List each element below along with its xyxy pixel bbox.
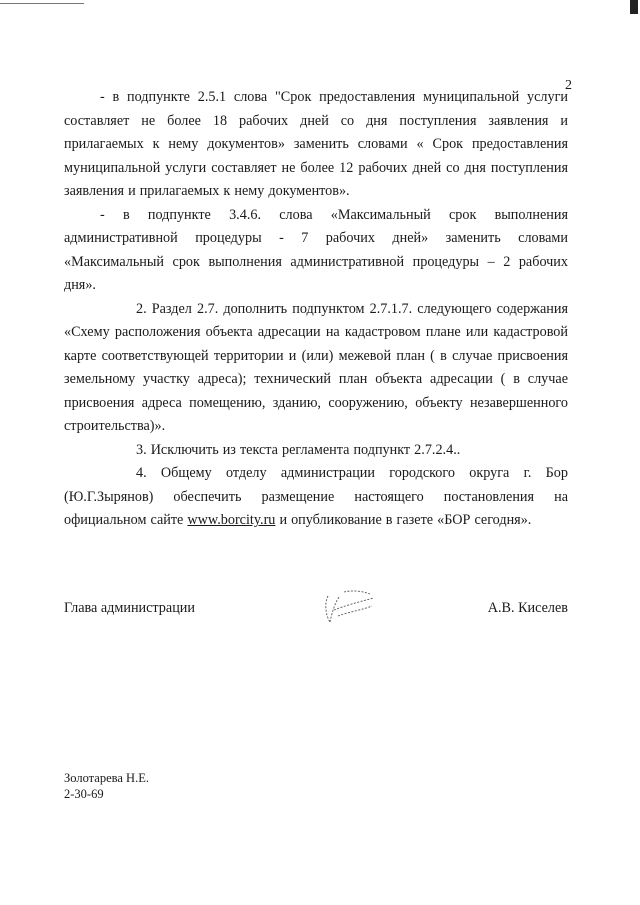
signatory-title: Глава администрации: [64, 600, 195, 616]
executor-footer: [64, 770, 149, 802]
scan-artifact-mark: [630, 0, 638, 14]
document-body: [64, 86, 568, 533]
signatory-name: А.В. Киселев: [487, 600, 568, 616]
handwritten-signature: [314, 586, 384, 626]
signature-block: [64, 598, 568, 628]
executor-name: Золотарева Н.Е.: [64, 771, 149, 785]
paragraph-item-4-text-end: и опубликование в газете «БОР сегодня».: [275, 512, 532, 528]
executor-phone: 2-30-69: [64, 787, 104, 801]
website-link[interactable]: www.borcity.ru: [187, 512, 276, 528]
paragraph-item-3: 3. Исключить из текста регламента подпункт 2.7.2.4..: [136, 441, 461, 458]
page-number: 2: [565, 78, 572, 93]
scan-artifact-line: [0, 3, 84, 4]
paragraph-item-2: 2. Раздел 2.7. дополнить подпунктом 2.7.1.7. следующего содержания «Схему расположения объекта адресации на кадастровом плане или кадастровой карте соответствующей территории и (или) межевой план ( в случае присвоения земельному участку адреса); технический план объекта адресации ( в случае присвоения адреса помещению, зданию, сооружению, объекту незавершенного строительства)».: [64, 300, 568, 434]
paragraph-subpoint-3-4-6: - в подпункте 3.4.6. слова «Максимальный срок выполнения административной процедуры - 7 рабочих дней» заменить словами «Максимальный срок выполнения административной процедуры – 2 рабочих дня».: [64, 206, 568, 293]
paragraph-subpoint-2-5-1: - в подпункте 2.5.1 слова "Срок предоставления муниципальной услуги составляет не более 18 рабочих дней со дня поступления заявления и прилагаемых к нему документов» заменить словами « Срок предоставления муниципальной услуги составляет не более 12 рабочих дней со дня поступления заявления и прилагаемых к нему документов».: [64, 89, 568, 199]
paragraph-item-4: [64, 462, 568, 533]
paragraph-item-4-text-start: 4. Общему отделу администрации городского округа г. Бор (Ю.Г.Зырянов) обеспечить размещение настоящего постановления на официальном сайте: [64, 465, 568, 528]
